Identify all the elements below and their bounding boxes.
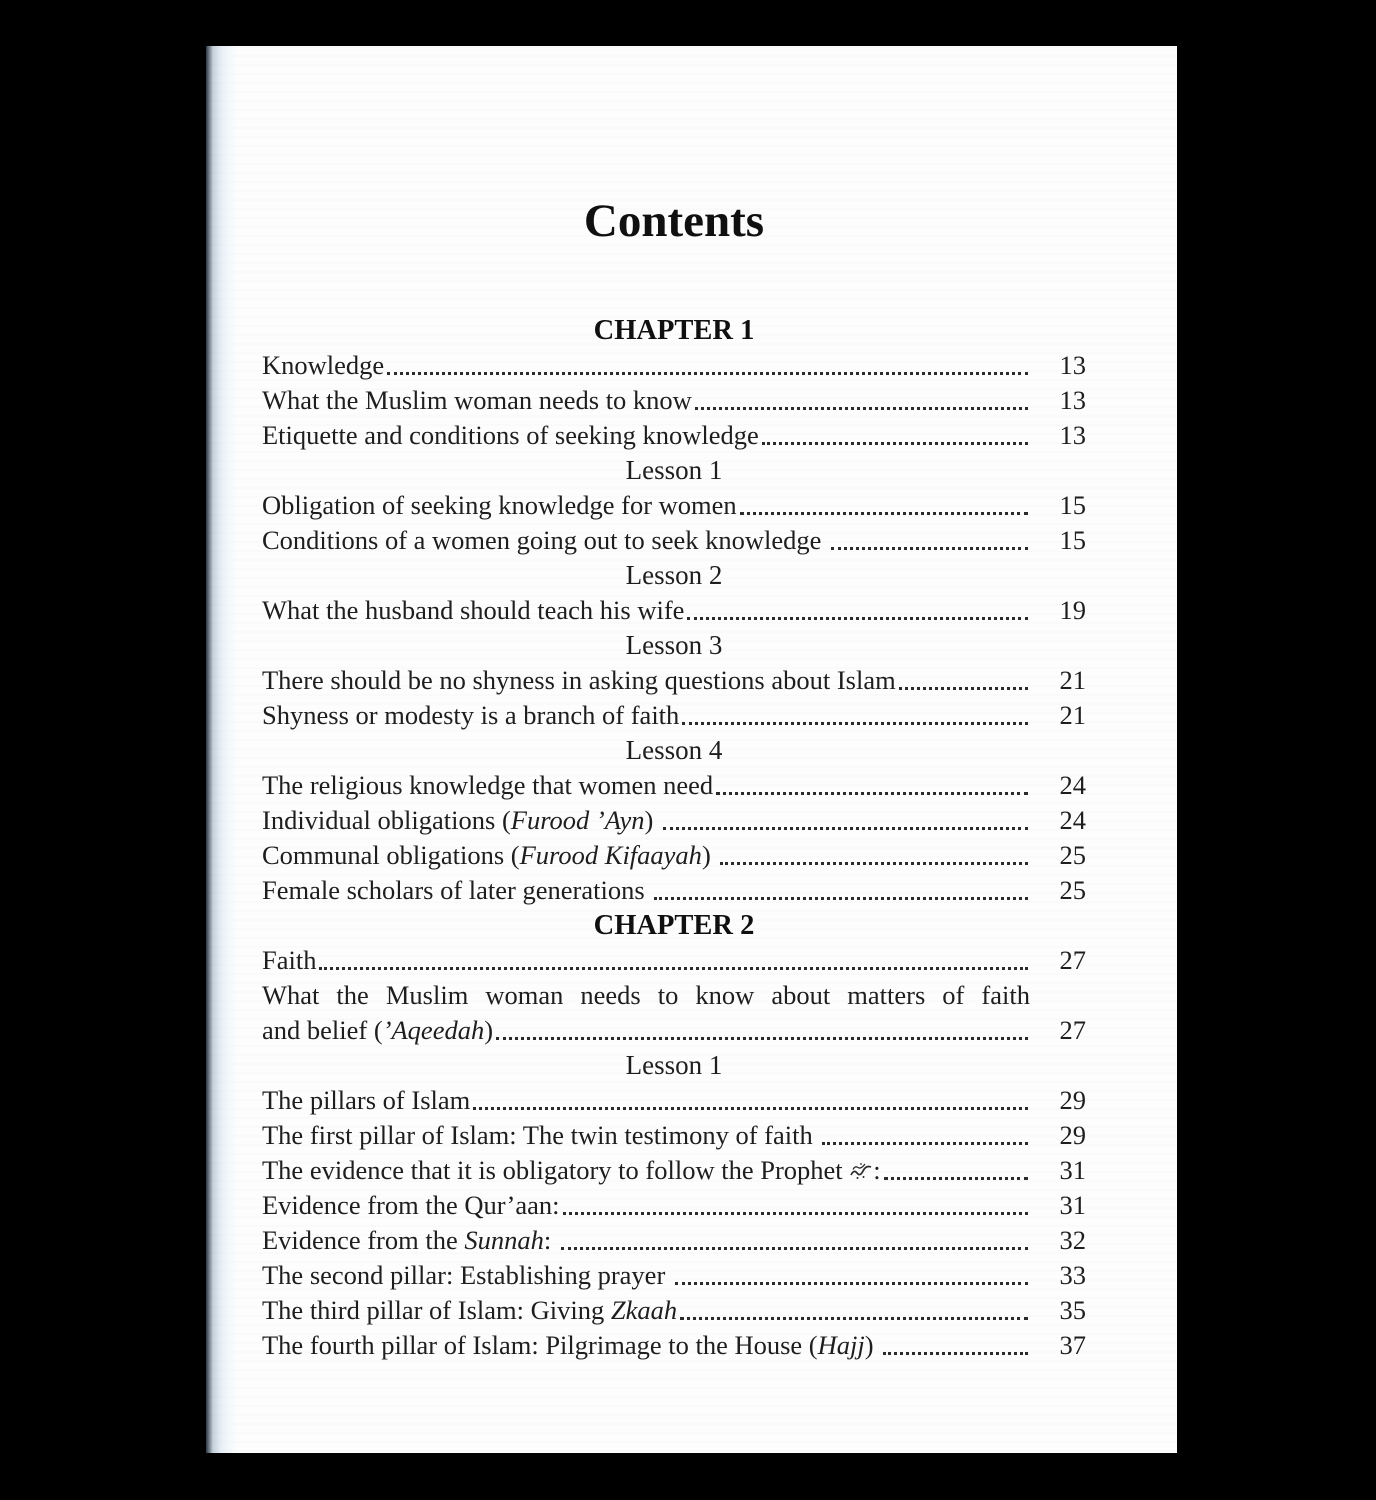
toc-entry-title [262, 1258, 672, 1293]
toc-entry [262, 873, 1086, 908]
entry-text: What the Muslim woman needs to know about matters of faith [262, 980, 1030, 1010]
entry-text: The fourth pillar of Islam: Pilgrimage to the House ( [262, 1330, 818, 1360]
entry-text: Evidence from the Qur’aan: [262, 1190, 560, 1220]
toc-entry [262, 1293, 1086, 1328]
page-number: 27 [1059, 945, 1086, 975]
entry-text-italic: Furood Kifaayah [519, 840, 702, 870]
entry-text: ) [484, 1015, 494, 1045]
dot-leader [663, 827, 1028, 830]
page-number: 24 [1059, 805, 1086, 835]
dot-leader [319, 967, 1028, 970]
entry-text: The religious knowledge that women need [262, 770, 714, 800]
entry-text: : [873, 1155, 881, 1185]
page-number: 13 [1059, 385, 1086, 415]
page-title: Contents [583, 195, 765, 247]
entry-text: The second pillar: Establishing prayer [262, 1260, 672, 1290]
entry-text: Individual obligations ( [262, 805, 511, 835]
entry-text: Etiquette and conditions of seeking knowledge [262, 420, 759, 450]
toc-entry-title [262, 1118, 819, 1153]
entry-text: Female scholars of later generations [262, 875, 652, 905]
dot-leader [561, 1247, 1028, 1250]
entry-text-italic: Hajj [817, 1330, 865, 1360]
page-number: 15 [1059, 490, 1086, 520]
chapter-heading: CHAPTER 1 [593, 315, 755, 346]
entry-text: ) [701, 840, 718, 870]
entry-text: The third pillar of Islam: Giving [262, 1295, 611, 1325]
page-number: 33 [1059, 1260, 1086, 1290]
dot-leader [654, 897, 1028, 900]
toc-entry-title [262, 1013, 493, 1048]
lesson-heading: Lesson 1 [625, 1050, 723, 1080]
dot-leader [716, 792, 1028, 795]
page-number: 35 [1059, 1295, 1086, 1325]
toc-entry [262, 943, 1086, 978]
entry-text: ) [644, 805, 660, 835]
toc-entry [262, 1188, 1086, 1223]
page-number: 13 [1059, 350, 1086, 380]
toc-entry-title [262, 593, 684, 628]
toc-entry-title [262, 873, 651, 908]
toc-entry-title [262, 1223, 558, 1258]
dot-leader [473, 1107, 1028, 1110]
dot-leader [740, 512, 1028, 515]
entry-text: Faith [262, 945, 317, 975]
toc-entry [262, 1153, 1086, 1188]
entry-text-italic: ’Aqeedah [382, 1015, 485, 1045]
page-number: 19 [1059, 595, 1086, 625]
toc-entry-title [262, 698, 679, 733]
toc-entry-line2 [262, 1013, 1086, 1048]
page-number: 31 [1059, 1190, 1086, 1220]
entry-text: : [543, 1225, 558, 1255]
dot-leader [762, 442, 1028, 445]
toc-entry [262, 838, 1086, 873]
toc-entry [262, 1258, 1086, 1293]
toc-entry-title [262, 1153, 881, 1188]
toc-entry-title [262, 663, 896, 698]
toc-entry-title [262, 383, 692, 418]
entry-text: What the husband should teach his wife [262, 595, 685, 625]
lesson-heading: Lesson 2 [625, 560, 723, 590]
toc-entry [262, 768, 1086, 803]
dot-leader [899, 687, 1028, 690]
entry-text: Communal obligations ( [262, 840, 520, 870]
entry-text: The first pillar of Islam: The twin testimony of faith [262, 1120, 820, 1150]
entry-text-italic: Sunnah [464, 1225, 544, 1255]
entry-text: Conditions of a women going out to seek knowledge [262, 525, 828, 555]
dot-leader [695, 407, 1028, 410]
dot-leader [687, 617, 1028, 620]
dot-leader [387, 372, 1028, 375]
page-number: 37 [1059, 1330, 1086, 1360]
toc-entry-title [262, 348, 384, 383]
toc-entry [262, 1223, 1086, 1258]
entry-text: Shyness or modesty is a branch of faith [262, 700, 680, 730]
toc-entry-title [262, 1328, 880, 1363]
entry-text: Obligation of seeking knowledge for women [262, 490, 737, 520]
page-number: 24 [1059, 770, 1086, 800]
page-number: 13 [1059, 420, 1086, 450]
dot-leader [822, 1142, 1028, 1145]
page-number: 32 [1059, 1225, 1086, 1255]
entry-text: Evidence from the [262, 1225, 465, 1255]
toc-entry-title [262, 943, 316, 978]
book-page [206, 46, 1177, 1453]
entry-text: The pillars of Islam [262, 1085, 471, 1115]
toc-entry-title [262, 1083, 470, 1118]
toc-entry-title [262, 523, 828, 558]
lesson-heading: Lesson 1 [625, 455, 723, 485]
entry-text-italic: Zkaah [610, 1295, 678, 1325]
entry-text: ) [864, 1330, 881, 1360]
prophet-honorific-icon [849, 1161, 873, 1181]
page-number: 31 [1059, 1155, 1086, 1185]
dot-leader [884, 1177, 1028, 1180]
page-number: 21 [1059, 665, 1086, 695]
lesson-heading: Lesson 3 [625, 630, 723, 660]
toc-entry-title [262, 1293, 677, 1328]
page-number: 29 [1059, 1120, 1086, 1150]
entry-text: What the Muslim woman needs to know [262, 385, 692, 415]
table-of-contents [262, 313, 1086, 1363]
dot-leader [496, 1037, 1028, 1040]
dot-leader [675, 1282, 1028, 1285]
page-number: 25 [1059, 840, 1086, 870]
entry-text-italic: Furood ’Ayn [510, 805, 645, 835]
dot-leader [563, 1212, 1028, 1215]
page-number: 15 [1059, 525, 1086, 555]
page-number: 27 [1059, 1015, 1086, 1045]
entry-text: There should be no shyness in asking questions about Islam [262, 665, 896, 695]
toc-entry [262, 383, 1086, 418]
toc-entry [262, 523, 1086, 558]
toc-entry-line1 [262, 978, 1086, 1013]
toc-entry [262, 593, 1086, 628]
toc-entry [262, 1083, 1086, 1118]
entry-text: and belief ( [262, 1015, 383, 1045]
page-number: 29 [1059, 1085, 1086, 1115]
toc-entry-title [262, 768, 713, 803]
dot-leader [682, 722, 1028, 725]
page-content [206, 46, 1177, 1453]
dot-leader [883, 1352, 1028, 1355]
toc-entry [262, 418, 1086, 453]
toc-entry-title [262, 803, 660, 838]
page-number: 25 [1059, 875, 1086, 905]
toc-entry [262, 803, 1086, 838]
page-number: 21 [1059, 700, 1086, 730]
toc-entry [262, 488, 1086, 523]
toc-entry [262, 698, 1086, 733]
toc-entry [262, 1118, 1086, 1153]
dot-leader [720, 862, 1028, 865]
toc-entry [262, 348, 1086, 383]
dot-leader [831, 547, 1028, 550]
toc-entry [262, 663, 1086, 698]
toc-entry-title [262, 488, 737, 523]
entry-text: The evidence that it is obligatory to follow the Prophet [262, 1155, 850, 1185]
dot-leader [680, 1317, 1028, 1320]
lesson-heading: Lesson 4 [625, 735, 723, 765]
toc-entry [262, 1328, 1086, 1363]
toc-entry-title [262, 1188, 560, 1223]
chapter-heading: CHAPTER 2 [593, 910, 755, 941]
toc-entry-title [262, 838, 717, 873]
entry-text: Knowledge [262, 350, 385, 380]
toc-entry-title [262, 418, 759, 453]
